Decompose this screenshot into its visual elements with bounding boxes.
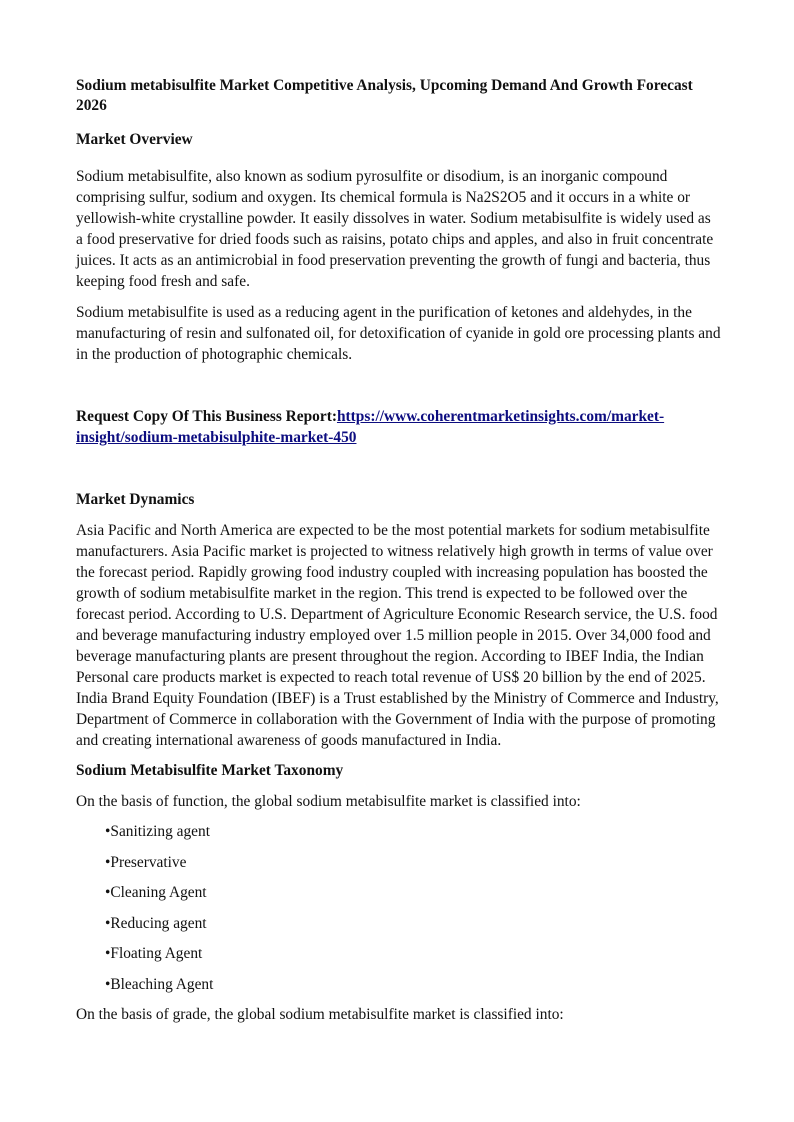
function-list — [105, 821, 721, 995]
request-copy-label: Request Copy Of This Business Report: — [76, 408, 337, 425]
grade-intro: On the basis of grade, the global sodium metabisulfite market is classified into: — [76, 1005, 564, 1023]
list-item: •Cleaning Agent — [105, 884, 207, 901]
list-item: •Bleaching Agent — [105, 975, 214, 993]
market-dynamics-heading: Market Dynamics — [76, 491, 195, 508]
market-overview-heading: Market Overview — [76, 131, 193, 148]
function-intro: On the basis of function, the global sodium metabisulfite market is classified into: — [76, 793, 581, 810]
request-copy-line — [76, 406, 721, 448]
overview-paragraph-1: Sodium metabisulfite, also known as sodium pyrosulfite or disodium, is an inorganic compound comprising sulfur, sodium and oxygen. Its chemical formula is Na2S2O5 and it occurs in a white or yellowish-white crystalline powder. It easily dissolves in water. Sodium metabisulfite is widely used as a food preservative for dried foods such as raisins, potato chips and apples, and also in fruit concentrate juices. It acts as an antimicrobial in food preservation preventing the growth of fungi and bacteria, thus keeping food fresh and safe. — [76, 168, 714, 290]
market-taxonomy-heading: Sodium Metabisulfite Market Taxonomy — [76, 762, 344, 779]
list-item: •Preservative — [105, 853, 187, 871]
list-item: •Floating Agent — [105, 945, 203, 962]
overview-paragraph-2: Sodium metabisulfite is used as a reducing agent in the purification of ketones and aldehydes, in the manufacturing of resin and sulfonated oil, for detoxification of cyanide in gold ore processing plants and in the production of photographic chemicals. — [76, 304, 721, 363]
document-title: Sodium metabisulfite Market Competitive Analysis, Upcoming Demand And Growth Forecast 2026 — [76, 77, 693, 114]
report-link[interactable]: https://www.coherentmarketinsights.com/market-insight/sodium-metabisulphite-market-450 — [76, 408, 665, 446]
dynamics-paragraph: Asia Pacific and North America are expected to be the most potential markets for sodium metabisulfite manufacturers. Asia Pacific market is projected to witness relatively high growth in terms of value over the forecast period. Rapidly growing food industry coupled with increasing population has boosted the growth of sodium metabisulfite market in the region. This trend is expected to be followed over the forecast period. According to U.S. Department of Agriculture Economic Research service, the U.S. food and beverage manufacturing industry employed over 1.5 million people in 2015. Over 34,000 food and beverage manufacturing plants are present throughout the region. According to IBEF India, the Indian Personal care products market is expected to reach total revenue of US$ 20 billion by the end of 2025. India Brand Equity Foundation (IBEF) is a Trust established by the Ministry of Commerce and Industry, Department of Commerce in collaboration with the Government of India with the purpose of promoting and creating international awareness of goods manufactured in India. — [76, 522, 719, 749]
list-item: •Reducing agent — [105, 914, 207, 932]
list-item: •Sanitizing agent — [105, 823, 210, 840]
document-page — [76, 76, 721, 1025]
